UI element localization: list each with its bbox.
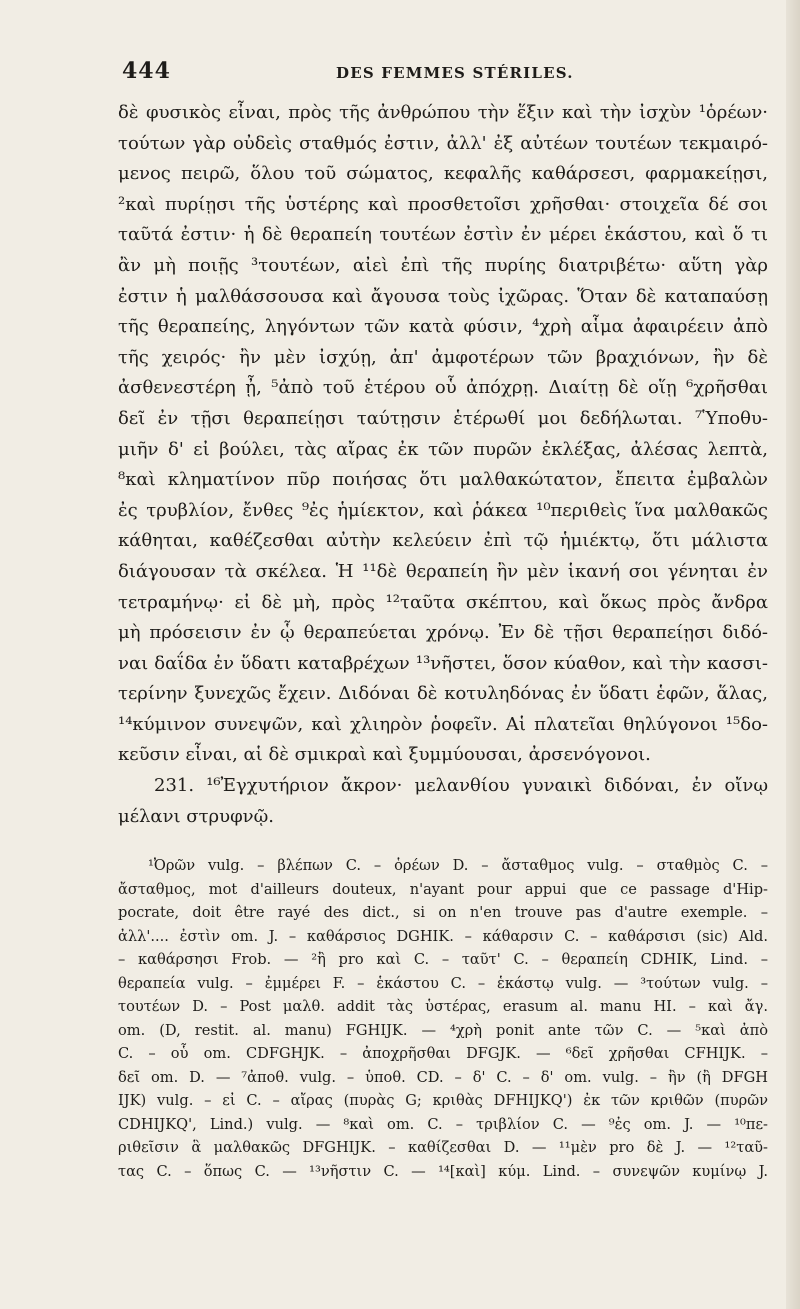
text-line: ²καὶ πυρίῃσι τῆς ὑστέρης καὶ προσθετοῖσι χρῆσθαι· στοιχεῖα δέ σοι <box>118 193 768 215</box>
text-line: τερίνην ξυνεχῶς ἔχειν. Διδόναι δὲ κοτυληδόνας ἐν ὕδατι ἑφῶν, ἅλας, <box>118 683 768 705</box>
running-title: DES FEMMES STÉRILES. <box>336 64 574 82</box>
footnote-line: τουτέων D. – Post μαλθ. addit τὰς ὑστέρας, erasum al. manu HI. – καὶ ἄγ. <box>118 998 768 1016</box>
page-header <box>118 58 768 92</box>
text-line: τῆς χειρός· ἢν μὲν ἰσχύῃ, ἀπ' ἀμφοτέρων τῶν βραχιόνων, ἢν δὲ <box>118 346 768 368</box>
page-number: 444 <box>122 58 171 84</box>
text-line: δεῖ ἐν τῇσι θεραπείῃσι ταύτῃσιν ἑτέρωθί μοι δεδήλωται. ⁷Ὑποθυ- <box>118 407 768 429</box>
text-line: μενος πειρῶ, ὅλου τοῦ σώματος, κεφαλῆς καθάρσεσι, φαρμακείῃσι, <box>118 163 768 185</box>
text-line: ἀσθενεστέρη ᾖ, ⁵ἀπὸ τοῦ ἑτέρου οὗ ἀπόχρῃ. Διαίτῃ δὲ οἵῃ ⁶χρῆσθαι <box>118 377 768 399</box>
footnote-line: CDHIJKQ', Lind.) vulg. — ⁸καὶ om. C. – τριβλίον C. — ⁹ἐς om. J. — ¹⁰πε- <box>118 1115 768 1133</box>
footnote-line: ἄσταθμος, mot d'ailleurs douteux, n'ayant pour appui que ce passage d'Hip- <box>118 880 768 898</box>
footnote-line: δεῖ om. D. — ⁷ἀποθ. vulg. – ὑποθ. CD. – δ' C. – δ' om. vulg. – ἢν (ἢ DFGH <box>118 1068 768 1086</box>
text-line: ¹⁴κύμινον συνεψῶν, καὶ χλιηρὸν ῥοφεῖν. Αἱ πλατεῖαι θηλύγονοι ¹⁵δο- <box>118 713 768 735</box>
footnote-line: om. (D, restit. al. manu) FGHIJK. — ⁴χρὴ ponit ante τῶν C. — ⁵καὶ ἀπὸ <box>118 1021 768 1039</box>
text-line: ναι δαΐδα ἐν ὕδατι καταβρέχων ¹³νῆστει, ὅσον κύαθον, καὶ τὴν κασσι- <box>118 652 768 674</box>
section-231-line: 231. ¹⁶Ἐγχυτήριον ἄκρον· μελανθίου γυναικὶ διδόναι, ἐν οἴνῳ <box>154 775 768 797</box>
text-line: ⁸καὶ κληματίνον πῦρ ποιήσας ὅτι μαλθακώτατον, ἔπειτα ἐμβαλὼν <box>118 469 768 491</box>
footnote-line: – καθάρσησι Frob. — ²ἢ pro καὶ C. – ταῦτ' C. – θεραπείη CDHIK, Lind. – <box>118 951 768 969</box>
text-line: ἐς τρυβλίον, ἔνθες ⁹ἐς ἡμίεκτον, καὶ ῥάκεα ¹⁰περιθεὶς ἵνα μαλθακῶς <box>118 499 768 521</box>
footnote-line: ¹Ὀρῶν vulg. – βλέπων C. – ὁρέων D. – ἄσταθμος vulg. – σταθμὸς C. – <box>148 857 768 875</box>
text-line: τούτων γὰρ οὐδεὶς σταθμός ἐστιν, ἀλλ' ἐξ αὐτέων τουτέων τεκμαιρό- <box>118 132 768 154</box>
text-line: ἂν μὴ ποιῇς ³τουτέων, αἰεὶ ἐπὶ τῆς πυρίης διατριβέτω· αὕτη γὰρ <box>118 254 768 276</box>
text-line: μέλανι στρυφνῷ. <box>118 805 275 827</box>
text-line: διάγουσαν τὰ σκέλεα. Ἡ ¹¹δὲ θεραπείη ἢν μὲν ἱκανή σοι γένηται ἐν <box>118 560 768 582</box>
footnote-line: θεραπεία vulg. – ἐμμέρει F. – ἑκάστου C. – ἑκάστῳ vulg. — ³τούτων vulg. – <box>118 974 768 992</box>
text-line: κάθηται, καθέζεσθαι αὐτὴν κελεύειν ἐπὶ τῷ ἡμιέκτῳ, ὅτι μάλιστα <box>118 530 768 552</box>
page-edge <box>786 0 800 1309</box>
text-line: ταῦτά ἐστιν· ἡ δὲ θεραπείη τουτέων ἐστὶν ἐν μέρει ἑκάστου, καὶ ὅ τι <box>118 224 768 246</box>
text-line: μιῆν δ' εἰ βούλει, τὰς αἴρας ἐκ τῶν πυρῶν ἐκλέξας, ἀλέσας λεπτὰ, <box>118 438 768 460</box>
book-page <box>118 58 768 1183</box>
footnote-line: IJK) vulg. – εἰ C. – αἴρας (πυρὰς G; κριθὰς DFHIJKQ') ἐκ τῶν κριθῶν (πυρῶν <box>118 1092 768 1110</box>
text-line: τετραμήνῳ· εἰ δὲ μὴ, πρὸς ¹²ταῦτα σκέπτου, καὶ ὅκως πρὸς ἄνδρα <box>118 591 768 613</box>
text-line: δὲ φυσικὸς εἶναι, πρὸς τῆς ἀνθρώπου τὴν ἕξιν καὶ τὴν ἰσχὺν ¹ὁρέων· <box>118 102 768 123</box>
text-line: ἐστιν ἡ μαλθάσσουσα καὶ ἄγουσα τοὺς ἰχῶρας. Ὅταν δὲ καταπαύσῃ <box>118 285 768 307</box>
footnote-line: ἀλλ'.... ἐστὶν om. J. – καθάρσιος DGHIK. – κάθαρσιν C. – καθάρσισι (sic) Ald. <box>118 927 768 945</box>
text-line: μὴ πρόσεισιν ἐν ᾧ θεραπεύεται χρόνῳ. Ἐν δὲ τῇσι θεραπείῃσι διδό- <box>118 622 768 644</box>
text-line: τῆς θεραπείης, ληγόντων τῶν κατὰ φύσιν, ⁴χρὴ αἷμα ἀφαιρέειν ἀπὸ <box>118 316 768 338</box>
footnote-line: C. – οὗ om. CDFGHJK. – ἀποχρῆσθαι DFGJK. — ⁶δεῖ χρῆσθαι CFHIJK. – <box>118 1045 768 1063</box>
footnote-line: pocrate, doit être rayé des dict., si on n'en trouve pas d'autre exemple. – <box>118 904 768 922</box>
text-line: κεῦσιν εἶναι, αἱ δὲ σμικραὶ καὶ ξυμμύουσαι, ἀρσενόγονοι. <box>118 744 651 766</box>
main-text <box>118 98 768 832</box>
footnote-line: τας C. – ὅπως C. — ¹³νῆστιν C. — ¹⁴[καὶ] κύμ. Lind. – συνεψῶν κυμίνῳ J. <box>118 1162 768 1180</box>
footnote-line: ριθεῖσιν ἃ μαλθακῶς DFGHIJK. – καθίζεσθαι D. — ¹¹μὲν pro δὲ J. — ¹²ταῦ- <box>118 1139 768 1157</box>
footnotes <box>118 854 768 1183</box>
